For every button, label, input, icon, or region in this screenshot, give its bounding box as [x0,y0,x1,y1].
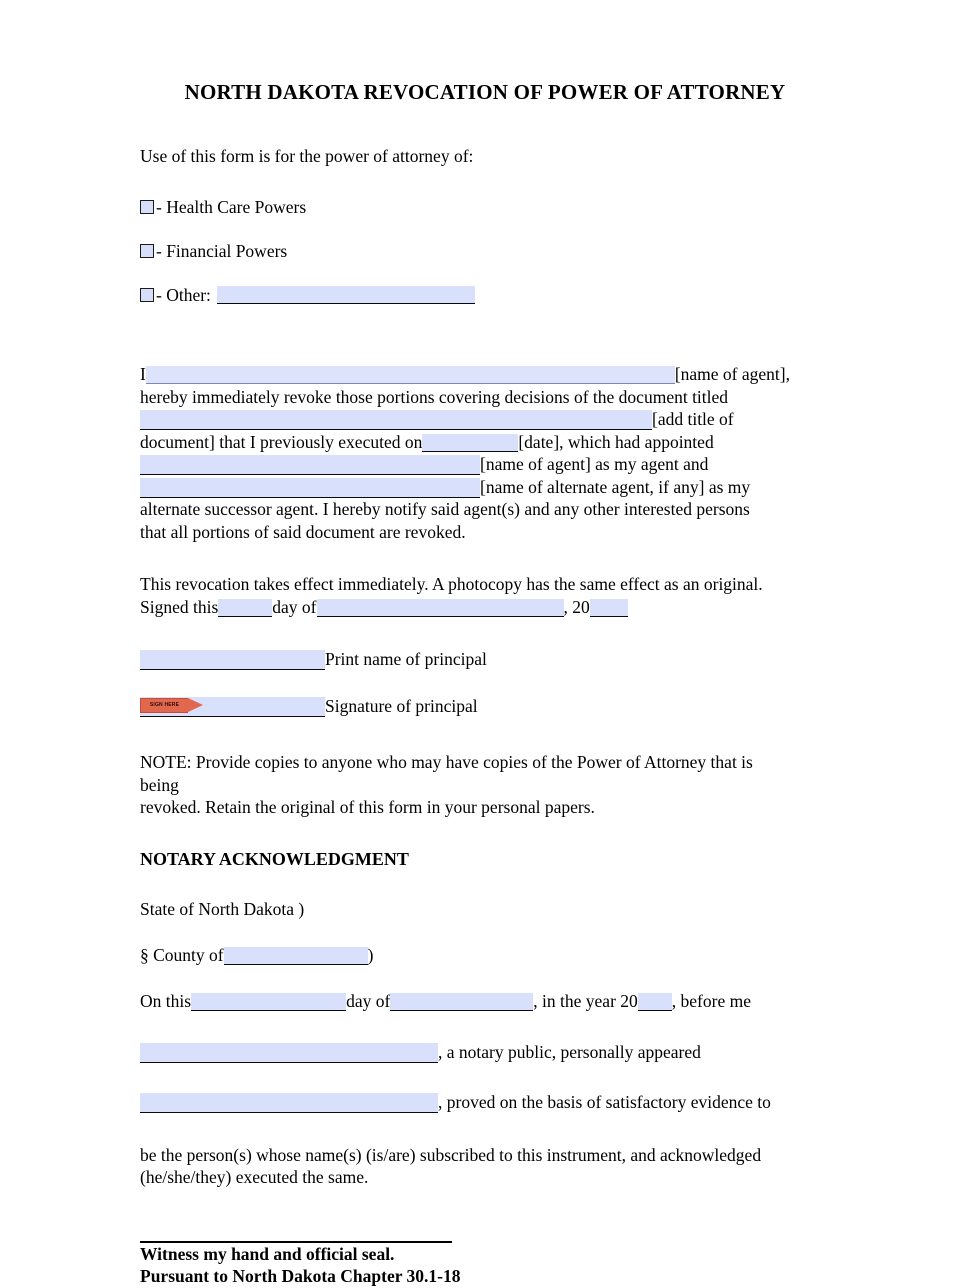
signed-prefix: Signed this [140,596,219,617]
county-input[interactable] [224,947,368,965]
signed-day-input[interactable] [218,599,272,617]
closing-line2: (he/she/they) executed the same. [140,1167,369,1187]
execution-date-input[interactable] [422,434,518,452]
notary-public-name-input[interactable] [140,1043,438,1063]
revocation-line4-prefix: document] that I previously executed on [140,431,423,452]
sign-here-tag-icon[interactable] [140,698,208,713]
other-powers-input[interactable] [217,286,475,304]
option-label-financial-powers: - Financial Powers [156,241,288,261]
on-this-prefix: On this [140,991,192,1011]
agent-name-input-2[interactable] [140,455,480,475]
notary-date-row [140,990,830,1013]
notary-year-prefix: , in the year 20 [533,991,638,1011]
signed-year-input[interactable] [590,599,628,617]
effect-line1: This revocation takes effect immediately. A photocopy has the same effect as an original. [140,574,763,594]
notary-state-line: State of North Dakota ) [140,898,305,919]
revocation-line4-suffix: [date], which had appointed [518,431,714,452]
signed-year-prefix: , 20 [563,596,590,617]
option-other[interactable] [140,285,830,305]
notary-public-suffix: , a notary public, personally appeared [438,1041,701,1062]
proved-suffix: , proved on the basis of satisfactory evidence to [438,1092,771,1112]
agent-name-input-1[interactable] [146,366,675,384]
footer-text [140,1243,830,1288]
checkbox-health-care-powers[interactable] [140,200,154,214]
note-line3: revoked. Retain the original of this form in your personal papers. [140,797,595,817]
print-name-input[interactable] [140,650,325,670]
signature-label: Signature of principal [325,695,478,716]
revocation-line2: hereby immediately revoke those portions covering decisions of the document titled [140,386,729,407]
revocation-line5-suffix: [name of agent] as my agent and [480,454,709,474]
revocation-line1-prefix: I [140,364,146,384]
option-health-care-powers[interactable] [140,197,830,217]
notary-month-input[interactable] [390,993,533,1011]
notary-closing-paragraph [140,1144,830,1189]
notary-day-input[interactable] [191,993,346,1011]
intro-text: Use of this form is for the power of attorney of: [140,146,474,166]
revocation-paragraph [140,363,830,543]
signature-input[interactable] [140,697,325,717]
notary-public-row [140,1041,830,1064]
note-line1: NOTE: Provide copies to anyone who may have copies of the Power of Attorney that is [140,752,753,772]
revocation-line7: alternate successor agent. I hereby notify said agent(s) and any other interested persons [140,499,750,519]
revocation-line6-suffix: [name of alternate agent, if any] as my [480,476,751,497]
appeared-person-row [140,1091,830,1114]
signed-month-input[interactable] [317,599,564,617]
appeared-person-name-input[interactable] [140,1093,438,1113]
option-label-other: - Other: [156,285,211,305]
notary-year-suffix: , before me [671,991,751,1011]
page-title: NORTH DAKOTA REVOCATION OF POWER OF ATTORNEY [184,80,786,104]
notary-county-row [140,944,830,967]
option-label-health-care-powers: - Health Care Powers [156,197,307,217]
county-suffix: ) [367,944,374,965]
revocation-line1-suffix: [name of agent], [674,364,790,384]
print-name-label: Print name of principal [325,649,487,669]
footer-pursuant: Pursuant to North Dakota Chapter 30.1-18 [140,1266,461,1286]
county-prefix: § County of [140,944,224,965]
on-this-mid: day of [346,991,391,1011]
closing-line1: be the person(s) whose name(s) (is/are) subscribed to this instrument, and acknowledged [140,1144,762,1165]
option-financial-powers[interactable] [140,241,830,261]
revocation-line3-suffix: [add title of [652,409,734,429]
checkbox-other[interactable] [140,288,154,302]
sign-here-tag-label: SIGN HERE [149,701,180,709]
signed-mid: day of [272,596,317,617]
footer-witness: Witness my hand and official seal. [140,1243,395,1264]
document-body [140,0,830,1288]
notary-heading: NOTARY ACKNOWLEDGMENT [140,848,409,869]
revocation-line8: that all portions of said document are revoked. [140,521,466,542]
document-title-input[interactable] [140,410,652,430]
checkbox-financial-powers[interactable] [140,244,154,258]
notary-year-input[interactable] [638,993,672,1011]
note-line2: being [140,774,179,795]
effect-paragraph [140,573,830,618]
note-paragraph [140,751,830,819]
signature-row [140,695,830,718]
alternate-agent-name-input[interactable] [140,478,480,498]
print-name-row [140,648,830,671]
